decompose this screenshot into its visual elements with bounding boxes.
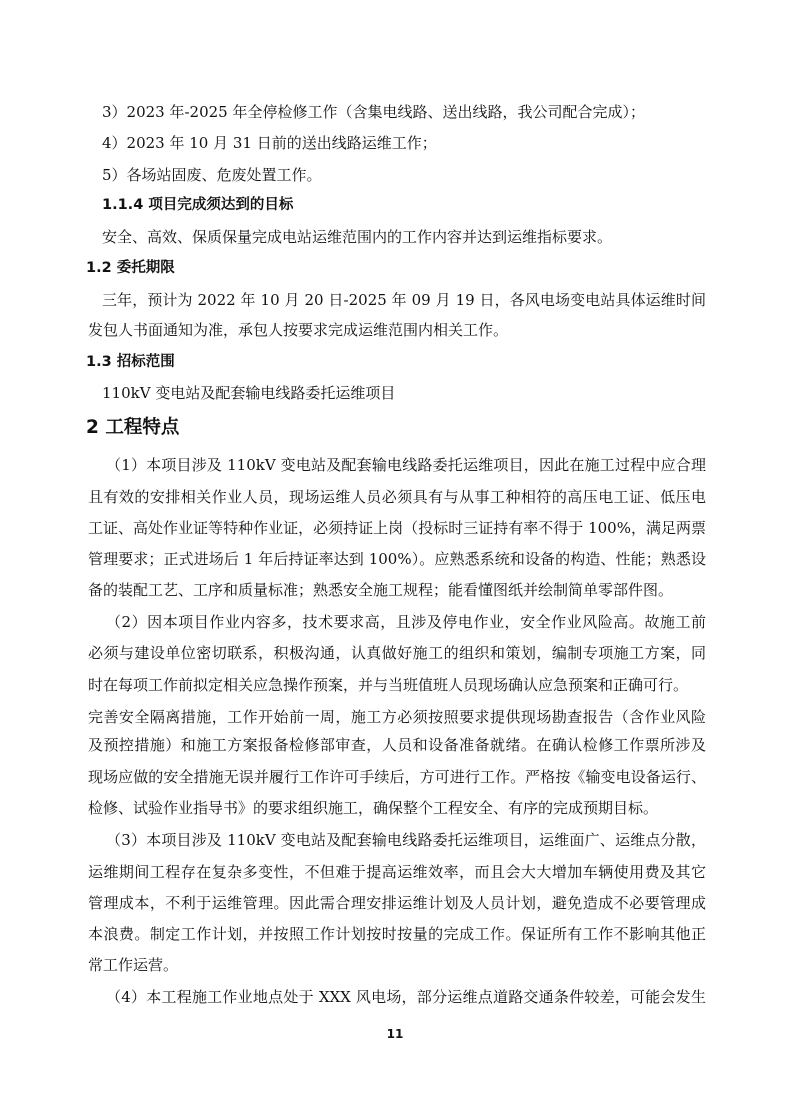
paragraph-line: 完善安全隔离措施，工作开始前一周，施工方必须按照要求提供现场勘查报告（含作业风险 bbox=[88, 708, 706, 726]
paragraph-line: 本浪费。制定工作计划，并按照工作计划按时按量的完成工作。保证所有工作不影响其他正 bbox=[88, 925, 706, 943]
paragraph-line: （4）本工程施工作业地点处于 XXX 风电场，部分运维点道路交通条件较差，可能会发生 bbox=[106, 988, 706, 1006]
paragraph-line: 现场应做的安全措施无误并履行工作许可手续后，方可进行工作。严格按《输变电设备运行、 bbox=[88, 768, 706, 786]
paragraph-line: 备的装配工艺、工序和质量标准；熟悉安全施工规程；能看懂图纸并绘制简单零部件图。 bbox=[88, 581, 674, 599]
paragraph-line: 常工作运营。 bbox=[88, 956, 179, 974]
paragraph-line: 发包人书面通知为准，承包人按要求完成运维范围内相关工作。 bbox=[88, 321, 509, 339]
list-item: 4）2023 年 10 月 31 日前的送出线路运维工作； bbox=[102, 134, 437, 152]
section-heading-2: 2 工程特点 bbox=[86, 417, 180, 438]
paragraph-line: （2）因本项目作业内容多，技术要求高，且涉及停电作业，安全作业风险高。故施工前 bbox=[106, 613, 706, 631]
list-item: 5）各场站固废、危废处置工作。 bbox=[102, 166, 322, 184]
section-heading-1-3: 1.3 招标范围 bbox=[86, 354, 175, 370]
paragraph-line: 安全、高效、保质保量完成电站运维范围内的工作内容并达到运维指标要求。 bbox=[102, 228, 613, 246]
paragraph-line: 三年，预计为 2022 年 10 月 20 日-2025 年 09 月 19 日，各风电场变电站具体运维时间 bbox=[102, 291, 706, 309]
paragraph-line: 工证、高处作业证等特种作业证，必须持证上岗（投标时三证持有率不得于 100%，满足两票 bbox=[88, 519, 706, 537]
section-heading-1-2: 1.2 委托期限 bbox=[86, 260, 175, 276]
paragraph-line: （1）本项目涉及 110kV 变电站及配套输电线路委托运维项目，因此在施工过程中应合理 bbox=[106, 456, 706, 474]
paragraph-line: 时在每项工作前拟定相关应急操作预案，并与当班值班人员现场确认应急预案和正确可行。 bbox=[88, 676, 689, 694]
paragraph-line: 且有效的安排相关作业人员，现场运维人员必须具有与从事工种相符的高压电工证、低压电 bbox=[88, 488, 706, 506]
paragraph-line: 检修、试验作业指导书》的要求组织施工，确保整个工程安全、有序的完成预期目标。 bbox=[88, 799, 659, 817]
paragraph-line: （3）本项目涉及 110kV 变电站及配套输电线路委托运维项目，运维面广、运维点分散， bbox=[106, 831, 706, 849]
paragraph-line: 及预控措施）和施工方案报备检修部审查，人员和设备准备就绪。在确认检修工作票所涉及 bbox=[88, 736, 706, 754]
paragraph-line: 必须与建设单位密切联系，积极沟通，认真做好施工的组织和策划，编制专项施工方案，同 bbox=[88, 644, 706, 662]
page-number: 11 bbox=[386, 1027, 404, 1041]
paragraph-line: 运维期间工程存在复杂多变性，不但难于提高运维效率，而且会大大增加车辆使用费及其它 bbox=[88, 863, 706, 881]
paragraph-line: 110kV 变电站及配套输电线路委托运维项目 bbox=[102, 384, 396, 402]
section-heading-1-1-4: 1.1.4 项目完成须达到的目标 bbox=[102, 197, 294, 213]
paragraph-line: 管理成本，不利于运维管理。因此需合理安排运维计划及人员计划，避免造成不必要管理成 bbox=[88, 894, 706, 912]
paragraph-line: 管理要求；正式进场后 1 年后持证率达到 100%）。应熟悉系统和设备的构造、性能；熟悉设 bbox=[88, 550, 706, 568]
list-item: 3）2023 年-2025 年全停检修工作（含集电线路、送出线路，我公司配合完成）； bbox=[102, 103, 645, 121]
